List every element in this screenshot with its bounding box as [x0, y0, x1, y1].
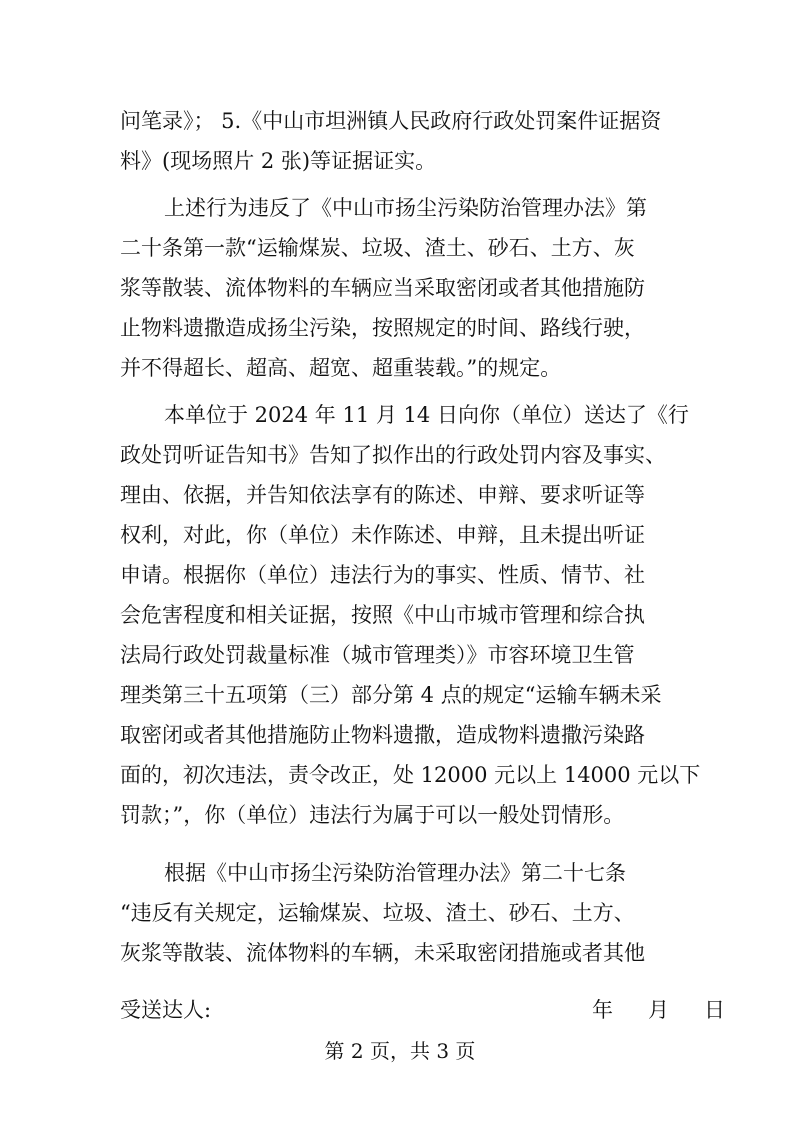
body-line-17: 面的，初次违法，责令改正，处 12000 元以上 14000 元以下 — [120, 763, 701, 787]
date-day-label: 日 — [704, 998, 725, 1022]
body-line-15: 理类第三十五项第（三）部分第 4 点的规定“运输车辆未采 — [120, 683, 662, 707]
body-line-19: 根据《中山市扬尘污染防治管理办法》第二十七条 — [164, 861, 626, 885]
body-line-16: 取密闭或者其他措施防止物料遗撒，造成物料遗撒污染路 — [120, 723, 645, 747]
body-line-18: 罚款；”，你（单位）违法行为属于可以一般处罚情形。 — [120, 803, 625, 827]
date-month-label: 月 — [648, 998, 669, 1022]
body-line-7: 并不得超长、超高、超宽、超重装载。”的规定。 — [120, 356, 562, 380]
date-year-label: 年 — [592, 998, 613, 1022]
body-line-6: 止物料遗撒造成扬尘污染，按照规定的时间、路线行驶， — [120, 316, 645, 340]
body-line-2: 料》(现场照片 2 张)等证据证实。 — [120, 149, 437, 173]
body-line-21: 灰浆等散装、流体物料的车辆，未采取密闭措施或者其他 — [120, 941, 645, 965]
body-line-14: 法局行政处罚裁量标准（城市管理类）》市容环境卫生管 — [120, 643, 635, 667]
body-line-8: 本单位于 2024 年 11 月 14 日向你（单位）送达了《行 — [164, 403, 689, 427]
body-line-3: 上述行为违反了《中山市扬尘污染防治管理办法》第 — [164, 196, 647, 220]
body-line-11: 权利，对此，你（单位）未作陈述、申辩，且未提出听证 — [120, 523, 645, 547]
recipient-signature-label: 受送达人: — [120, 998, 212, 1022]
body-line-12: 申请。根据你（单位）违法行为的事实、性质、情节、社 — [120, 563, 645, 587]
body-line-5: 浆等散装、流体物料的车辆应当采取密闭或者其他措施防 — [120, 276, 645, 300]
page-number: 第 2 页，共 3 页 — [324, 1039, 476, 1063]
body-line-20: “违反有关规定，运输煤炭、垃圾、渣土、砂石、土方、 — [120, 901, 635, 925]
body-line-4: 二十条第一款“运输煤炭、垃圾、渣土、砂石、土方、灰 — [120, 236, 635, 260]
body-line-10: 理由、依据，并告知依法享有的陈述、申辩、要求听证等 — [120, 483, 645, 507]
body-line-9: 政处罚听证告知书》告知了拟作出的行政处罚内容及事实、 — [120, 443, 666, 467]
body-line-13: 会危害程度和相关证据，按照《中山市城市管理和综合执 — [120, 603, 645, 627]
body-line-1: 问笔录》； 5.《中山市坦洲镇人民政府行政处罚案件证据资 — [120, 109, 662, 133]
